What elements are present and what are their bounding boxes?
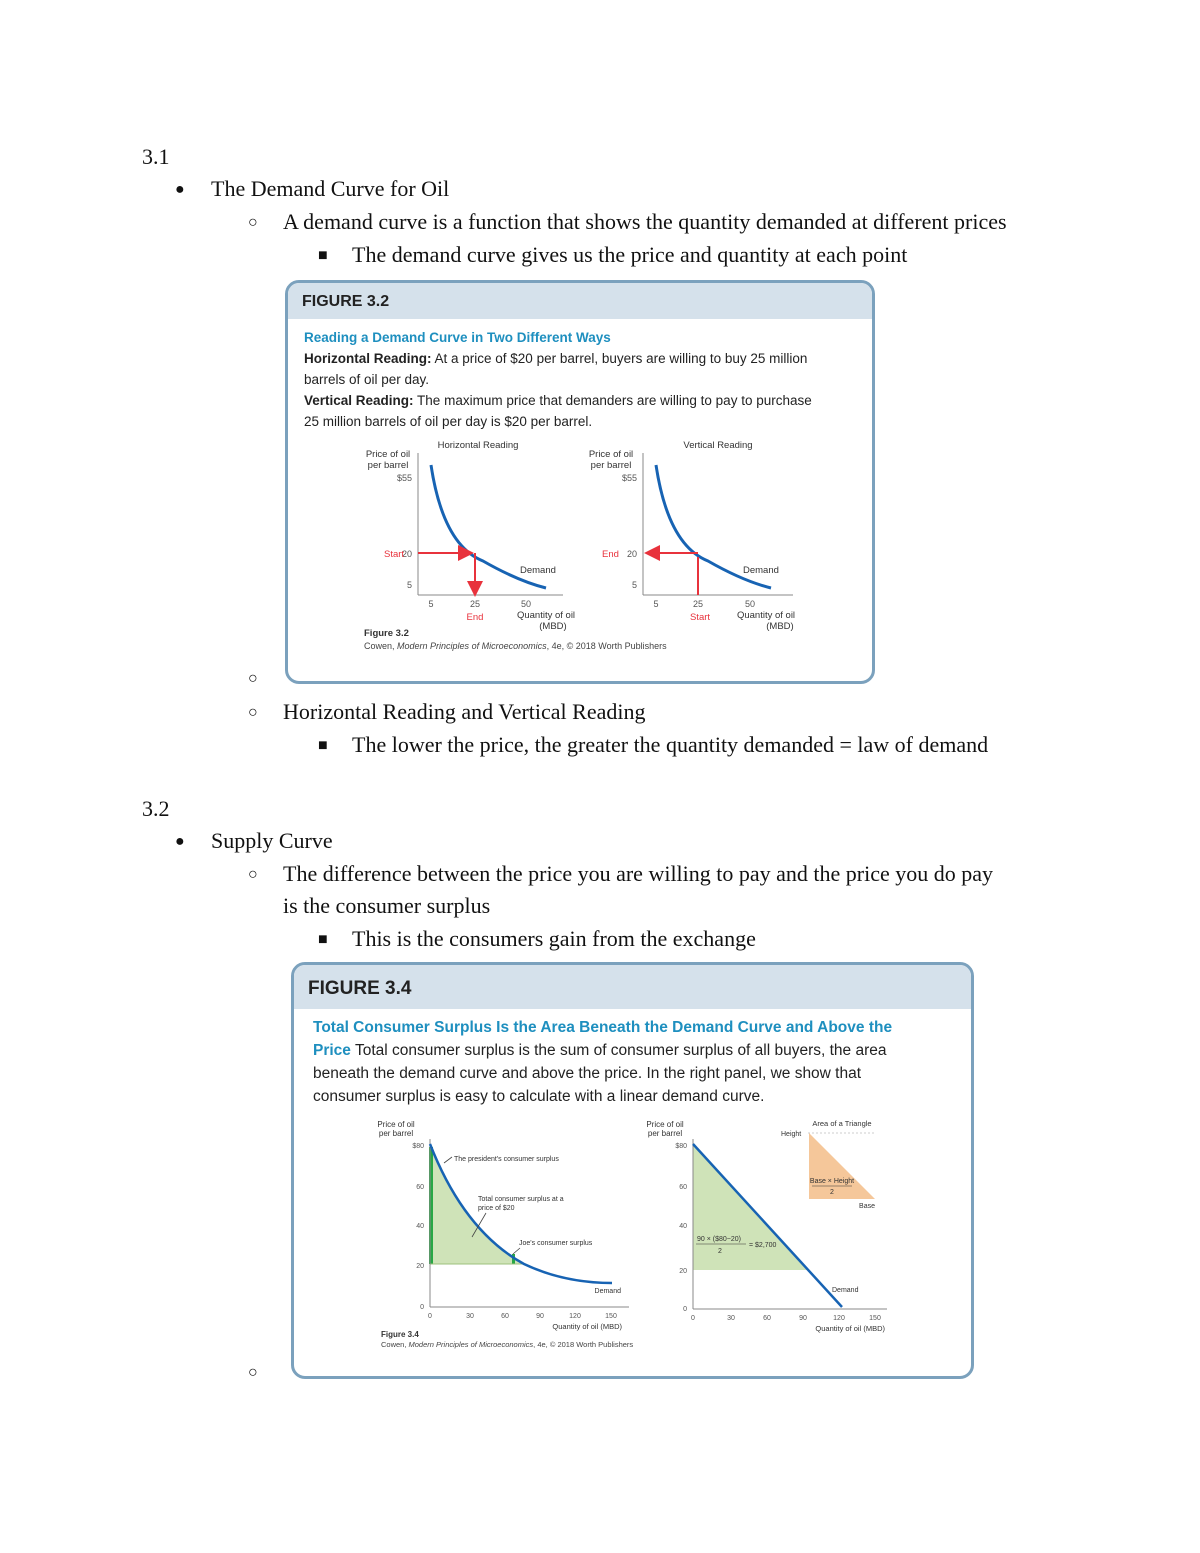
y-axis-label: Price of oil [365,449,411,460]
tick-20: 20 [401,549,412,559]
x-axis-label: Quantity of oil [516,610,576,621]
demand-curve-graphs [288,433,872,673]
y-axis-label-2: per barrel [378,1129,414,1138]
hollow-bullet: ○ [248,1364,258,1381]
triangle-formula: Base × Height [809,1178,855,1185]
y-axis-label-2: per barrel [367,460,409,471]
demand-label: Demand [594,1288,621,1295]
x-tick-60: 60 [763,1315,771,1322]
figure-label: FIGURE 3.4 [294,965,971,1009]
triangle-shape [809,1133,875,1199]
figure-description: Total consumer surplus is the sum of consumer surplus of all buyers, the area [350,1042,887,1059]
x-tick-60: 60 [501,1313,509,1320]
x-tick-25: 25 [469,599,481,609]
left-panel-title: Horizontal Reading [437,440,519,451]
tick-60: 60 [416,1184,424,1191]
x-tick-150: 150 [605,1313,617,1320]
filled-bullet: ● [175,833,185,850]
bullet-demand-function: A demand curve is a function that shows the quantity demanded at different prices [283,209,1007,234]
square-bullet: ■ [318,737,328,754]
figure-caption: Figure 3.2 [364,628,409,639]
tick-40: 40 [416,1223,424,1230]
y-axis-label-2: per barrel [647,1129,683,1138]
end-label: End [466,612,484,623]
bullet-consumer-surplus: The difference between the price you are willing to pay and the price you do pay [283,861,994,886]
figure-credit: Cowen, Modern Principles of Microeconomics, 4e, © 2018 Worth Publishers [364,641,667,651]
figure-credit: Cowen, Modern Principles of Microeconomics, 4e, © 2018 Worth Publishers [381,1340,634,1349]
bullet-demand-curve: The Demand Curve for Oil [211,176,450,201]
horizontal-reading-text-cont: barrels of oil per day. [304,372,430,387]
consumer-surplus-graphs [294,1111,971,1371]
tick-20: 20 [626,549,637,559]
right-panel-title: Vertical Reading [683,440,753,451]
x-axis-label: Quantity of oil (MBD) [552,1322,622,1331]
triangle-base-label: Base [859,1203,875,1210]
y-axis-label: Price of oil [377,1120,415,1129]
tick-5: 5 [406,580,412,590]
figure-title: Reading a Demand Curve in Two Different Ways [304,330,611,345]
x-tick-30: 30 [727,1315,735,1322]
section-heading-3-2: 3.2 [142,796,170,821]
x-tick-120: 120 [833,1315,845,1322]
tick-0: 0 [683,1306,687,1313]
x-axis-label: Quantity of oil [736,610,796,621]
figure-3-4 [291,962,974,1379]
x-tick-0: 0 [428,1313,432,1320]
figure-label: FIGURE 3.2 [288,283,872,319]
x-axis-label: Quantity of oil (MBD) [815,1324,885,1333]
bullet-horizontal-vertical: Horizontal Reading and Vertical Reading [283,699,646,724]
bullet-price-quantity: The demand curve gives us the price and quantity at each point [352,242,908,267]
hollow-bullet: ○ [248,214,258,231]
x-tick-50: 50 [744,599,756,609]
demand-label: Demand [520,565,556,576]
formula-numerator: 90 × ($80−20) [697,1236,741,1243]
hollow-bullet: ○ [248,866,258,883]
president-annotation: The president's consumer surplus [454,1156,559,1163]
end-label: End [602,549,619,560]
vertical-reading-text: The maximum price that demanders are willing to pay to purchase [413,393,812,408]
start-label: Start [689,612,711,623]
demand-label: Demand [832,1287,859,1294]
formula-denominator: 2 [718,1248,722,1255]
tick-20: 20 [416,1263,424,1270]
total-annotation: Total consumer surplus at a [478,1196,564,1203]
figure-description-cont: consumer surplus is easy to calculate with a linear demand curve. [313,1088,765,1105]
x-tick-25: 25 [692,599,704,609]
bullet-supply-curve: Supply Curve [211,828,333,853]
x-axis-label-2: (MBD) [539,621,567,632]
x-tick-120: 120 [569,1313,581,1320]
x-tick-30: 30 [466,1313,474,1320]
x-tick-5: 5 [653,599,659,609]
hollow-bullet: ○ [248,704,258,721]
bullet-consumer-gain: This is the consumers gain from the exchange [352,926,756,951]
figure-title-cont: Price [313,1042,351,1059]
tick-40: 40 [679,1223,687,1230]
x-tick-90: 90 [799,1315,807,1322]
horizontal-reading-label: Horizontal Reading: [304,351,432,366]
tick-80: $80 [675,1143,687,1150]
formula-result: = $2,700 [749,1242,777,1249]
figure-title: Total Consumer Surplus Is the Area Beneath the Demand Curve and Above the [313,1019,893,1036]
figure-caption: Figure 3.4 [381,1330,419,1339]
y-axis-label: Price of oil [588,449,634,460]
y-axis-label-2: per barrel [590,460,632,471]
x-tick-150: 150 [869,1315,881,1322]
hollow-bullet: ○ [248,670,258,687]
demand-label: Demand [743,565,779,576]
vertical-reading-label: Vertical Reading: [304,393,414,408]
square-bullet: ■ [318,247,328,264]
x-tick-90: 90 [536,1313,544,1320]
tick-55: $55 [621,473,637,483]
figure-description-cont: beneath the demand curve and above the price. In the right panel, we show that [313,1065,862,1082]
x-tick-5: 5 [428,599,434,609]
figure-3-2 [285,280,875,684]
tick-60: 60 [679,1184,687,1191]
start-label: Start [384,549,405,560]
triangle-formula-denominator: 2 [830,1189,834,1196]
bullet-consumer-surplus-cont: is the consumer surplus [283,893,491,918]
tick-80: $80 [412,1143,424,1150]
vertical-reading-text-cont: 25 million barrels of oil per day is $20 per barrel. [304,414,593,429]
triangle-height-label: Height [781,1131,802,1138]
triangle-title: Area of a Triangle [812,1119,872,1128]
tick-0: 0 [420,1304,424,1311]
horizontal-reading-text: At a price of $20 per barrel, buyers are willing to buy 25 million [431,351,808,366]
bullet-law-of-demand: The lower the price, the greater the quantity demanded = law of demand [352,732,989,757]
tick-20: 20 [679,1268,687,1275]
joe-annotation: Joe's consumer surplus [519,1240,593,1247]
tick-5: 5 [631,580,637,590]
y-axis-label: Price of oil [646,1120,684,1129]
total-annotation-2: price of $20 [478,1205,515,1212]
x-tick-50: 50 [520,599,532,609]
section-heading-3-1: 3.1 [142,144,170,169]
tick-55: $55 [396,473,412,483]
x-axis-label-2: (MBD) [766,621,794,632]
x-tick-0: 0 [691,1315,695,1322]
filled-bullet: ● [175,181,185,198]
square-bullet: ■ [318,931,328,948]
